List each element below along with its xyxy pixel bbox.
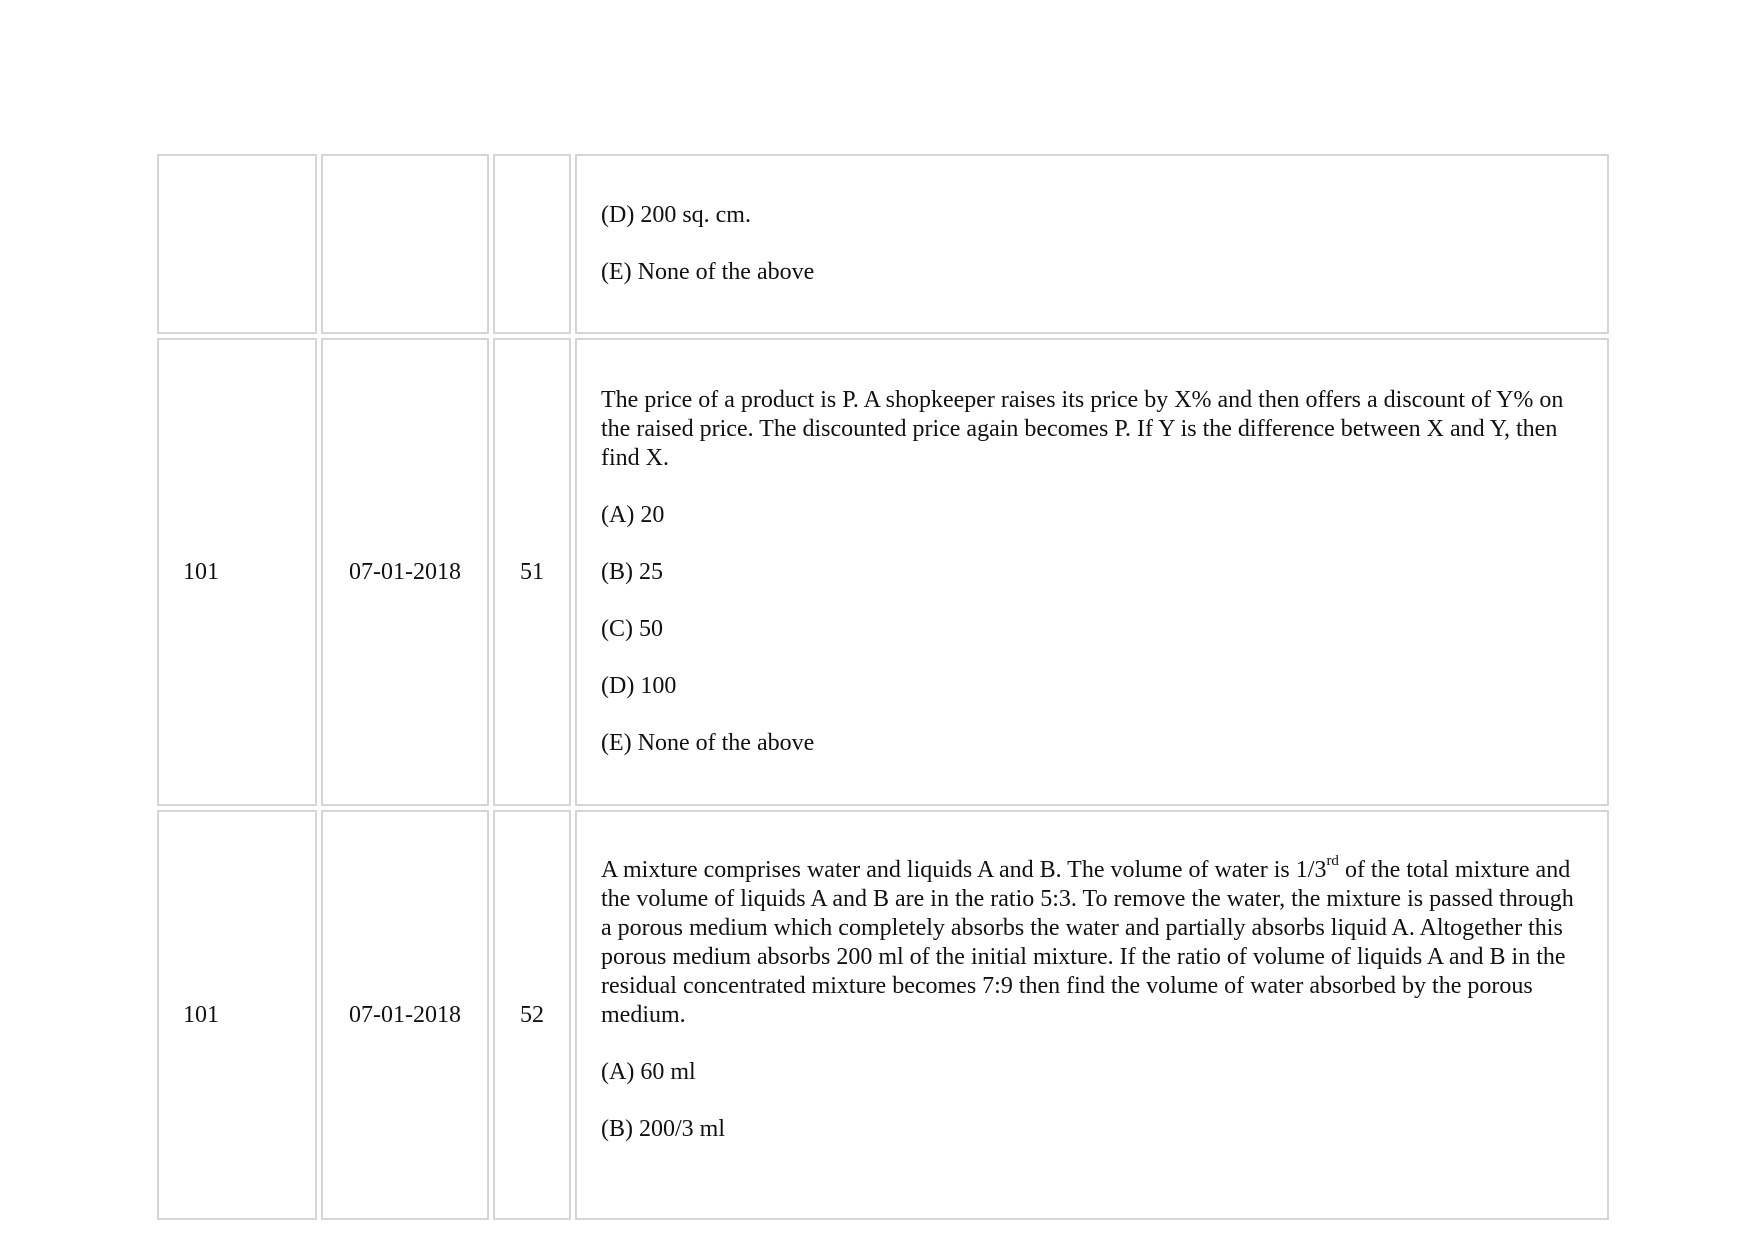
- paper-code-cell: 101: [157, 338, 317, 806]
- question-cell: [575, 810, 1609, 1220]
- ordinal-superscript: rd: [1326, 853, 1339, 869]
- question-text-end: of the total mixture and the volume of liquids A and B are in the ratio 5:3. To remove the water, the mixture is passed through a porous medium which completely absorbs the water and partially absorbs liquid A. Altogether this porous medium absorbs 200 ml of the initial mixture. If the ratio of volume of liquids A and B in the residual concentrated mixture becomes 7:9 then find the volume of water absorbed by the porous medium.: [601, 857, 1574, 1028]
- question-text-start: A mixture comprises water and liquids A and B. The volume of water is 1/3: [601, 857, 1327, 883]
- question-body: [601, 386, 1583, 758]
- question-cell: [575, 338, 1609, 806]
- table-row: [157, 154, 1609, 334]
- question-body: [601, 201, 1583, 287]
- paper-code-cell: 101: [157, 810, 317, 1220]
- exam-date-cell: 07-01-2018: [321, 810, 489, 1220]
- question-cell: [575, 154, 1609, 334]
- table-row: [157, 810, 1609, 1220]
- option-text: (C) 50: [601, 616, 663, 642]
- option-text: (B) 200/3 ml: [601, 1116, 725, 1142]
- question-text: [601, 853, 1583, 1030]
- table-row: [157, 338, 1609, 806]
- paper-code-cell: [157, 154, 317, 334]
- question-body: [601, 853, 1583, 1174]
- question-number-cell: [493, 154, 571, 334]
- option-text: (B) 25: [601, 559, 663, 585]
- option-text: (D) 100: [601, 673, 677, 699]
- question-table: [153, 150, 1613, 1224]
- option-text: (E) None of the above: [601, 259, 815, 285]
- question-text: The price of a product is P. A shopkeeper raises its price by X% and then offers a discount of Y% on the raised price. The discounted price again becomes P. If Y is the difference between X and Y, then find X.: [601, 387, 1564, 471]
- question-number-cell: 51: [493, 338, 571, 806]
- exam-date-cell: 07-01-2018: [321, 338, 489, 806]
- option-text: (D) 200 sq. cm.: [601, 202, 751, 228]
- option-text: (E) None of the above: [601, 730, 815, 756]
- option-text: (A) 20: [601, 502, 665, 528]
- exam-date-cell: [321, 154, 489, 334]
- question-number-cell: 52: [493, 810, 571, 1220]
- option-text: (A) 60 ml: [601, 1059, 696, 1085]
